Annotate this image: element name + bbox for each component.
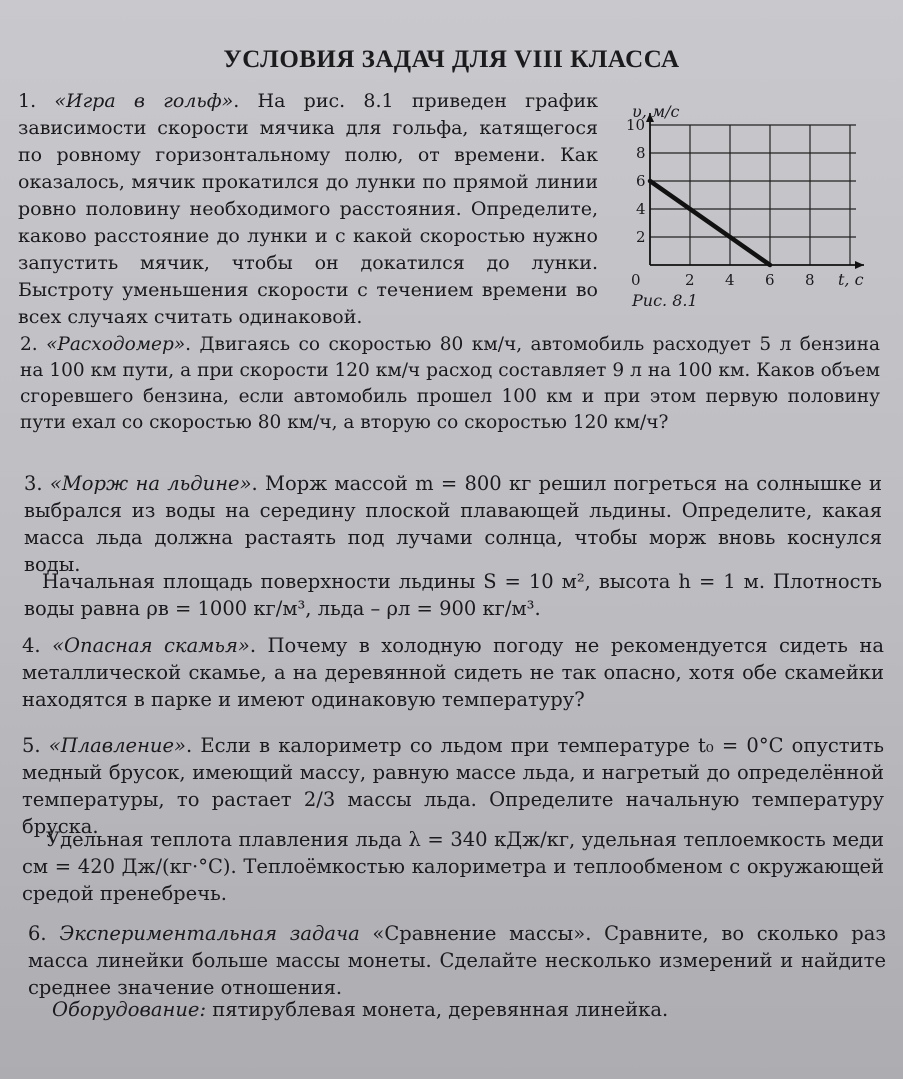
graph-tick-labels (626, 116, 815, 289)
problem-1-text: . На рис. 8.1 приведен график зависимости скорости мячика для гольфа, катящегося по ровному горизонтальному полю, от времени. Как оказалось, мячик прокатился до лунки по прямой линии ровно половину необходимого расстояния. Определите, каково расстояние до лунки и с какой скоростью нужно запустить мячик, чтобы он докатился до лунки. Быстроту уменьшения скорости с течением времени во всех случаях считать одинаковой. (18, 90, 599, 328)
problem-3-text: . Морж массой m = 800 кг решил погреться на солнышке и выбрался из воды на середину плоской плавающей льдины. Определите, какая масса льда должна растаять под лучами солнца, чтобы морж вновь коснулся воды. (24, 472, 883, 576)
problem-3-data: Начальная площадь поверхности льдины S = 10 м², высота h = 1 м. Плотность воды равна ρв = 1000 кг/м³, льда – ρл = 900 кг/м³. (24, 570, 882, 620)
problem-2-number: 2. (20, 334, 47, 355)
graph-axes (646, 113, 864, 269)
problem-4 (22, 632, 884, 713)
problem-3-name: «Морж на льдине» (49, 472, 252, 495)
velocity-line (650, 181, 770, 265)
problem-1-number: 1. (18, 90, 55, 112)
y-tick-label: 2 (636, 228, 646, 246)
graph-grid (650, 125, 856, 265)
problem-2-text: . Двигаясь со скоростью 80 км/ч, автомобиль расходует 5 л бензина на 100 км пути, а при скорости 120 км/ч расход составляет 9 л на 100 км. Каков объем сгоревшего бензина, если автомобиль прошел 100 км и при этом первую половину пути ехал со скоростью 80 км/ч, а вторую со скоростью 120 км/ч? (20, 334, 880, 433)
problem-5-data: Удельная теплота плавления льда λ = 340 кДж/кг, удельная теплоемкость меди cм = 420 Дж/(кг·°C). Теплоёмкостью калориметра и теплообменом с окружающей средой пренебречь. (22, 828, 884, 905)
page-title: УСЛОВИЯ ЗАДАЧ ДЛЯ VIII КЛАССА (223, 46, 680, 73)
equipment-label: Оборудование: (52, 998, 207, 1021)
problem-4-name: «Опасная скамья» (52, 634, 250, 657)
problem-1-name: «Игра в гольф» (54, 90, 234, 112)
x-axis-arrow (855, 261, 864, 269)
velocity-time-graph (608, 95, 878, 315)
problem-2 (20, 332, 880, 436)
x-tick-label: 6 (765, 271, 775, 289)
figure-caption: Рис. 8.1 (632, 291, 698, 310)
x-tick-label: 2 (685, 271, 695, 289)
problem-5-number: 5. (22, 734, 49, 757)
y-axis-label: υ, м/с (632, 102, 680, 121)
equipment-text: пятирублевая монета, деревянная линейка. (206, 998, 669, 1021)
problem-5-name: «Плавление» (48, 734, 186, 757)
problem-4-text: . Почему в холодную погоду не рекомендуется сидеть на металлической скамье, а на деревянной сидеть не так опасно, хотя обе скамейки находятся в парке и имеют одинаковую температуру? (22, 634, 884, 711)
x-tick-label: 4 (725, 271, 735, 289)
y-tick-label: 6 (636, 172, 646, 190)
y-tick-label: 8 (636, 144, 646, 162)
problem-6-equipment (28, 996, 886, 1023)
problem-2-name: «Расходомер» (46, 334, 186, 355)
problem-3 (24, 470, 882, 578)
problem-5-text: . Если в калориметр со льдом при температуре t₀ = 0°C опустить медный брусок, имеющий массу, равную массе льда, и нагретый до определённой температуры, то растает 2/3 массы льда. Определите начальную температуру бруска. (22, 734, 884, 838)
problem-6-text: «Сравнение массы». Сравните, во сколько раз масса линейки больше массы монеты. Сделайте несколько измерений и найдите среднее значение отношения. (28, 922, 886, 999)
x-tick-label: 8 (805, 271, 815, 289)
y-tick-label: 4 (636, 200, 646, 218)
problem-6-number: 6. (28, 922, 60, 945)
x-axis-label: t, с (838, 270, 864, 289)
problem-4-number: 4. (22, 634, 53, 657)
graph-series (650, 181, 770, 265)
problem-6-name: Экспериментальная задача (59, 922, 360, 945)
origin-label: 0 (631, 271, 641, 289)
problem-5 (22, 732, 884, 840)
problem-3-number: 3. (24, 472, 50, 495)
problem-1 (18, 88, 598, 331)
y-tick-label: 10 (626, 116, 646, 134)
problem-6 (28, 920, 886, 1001)
